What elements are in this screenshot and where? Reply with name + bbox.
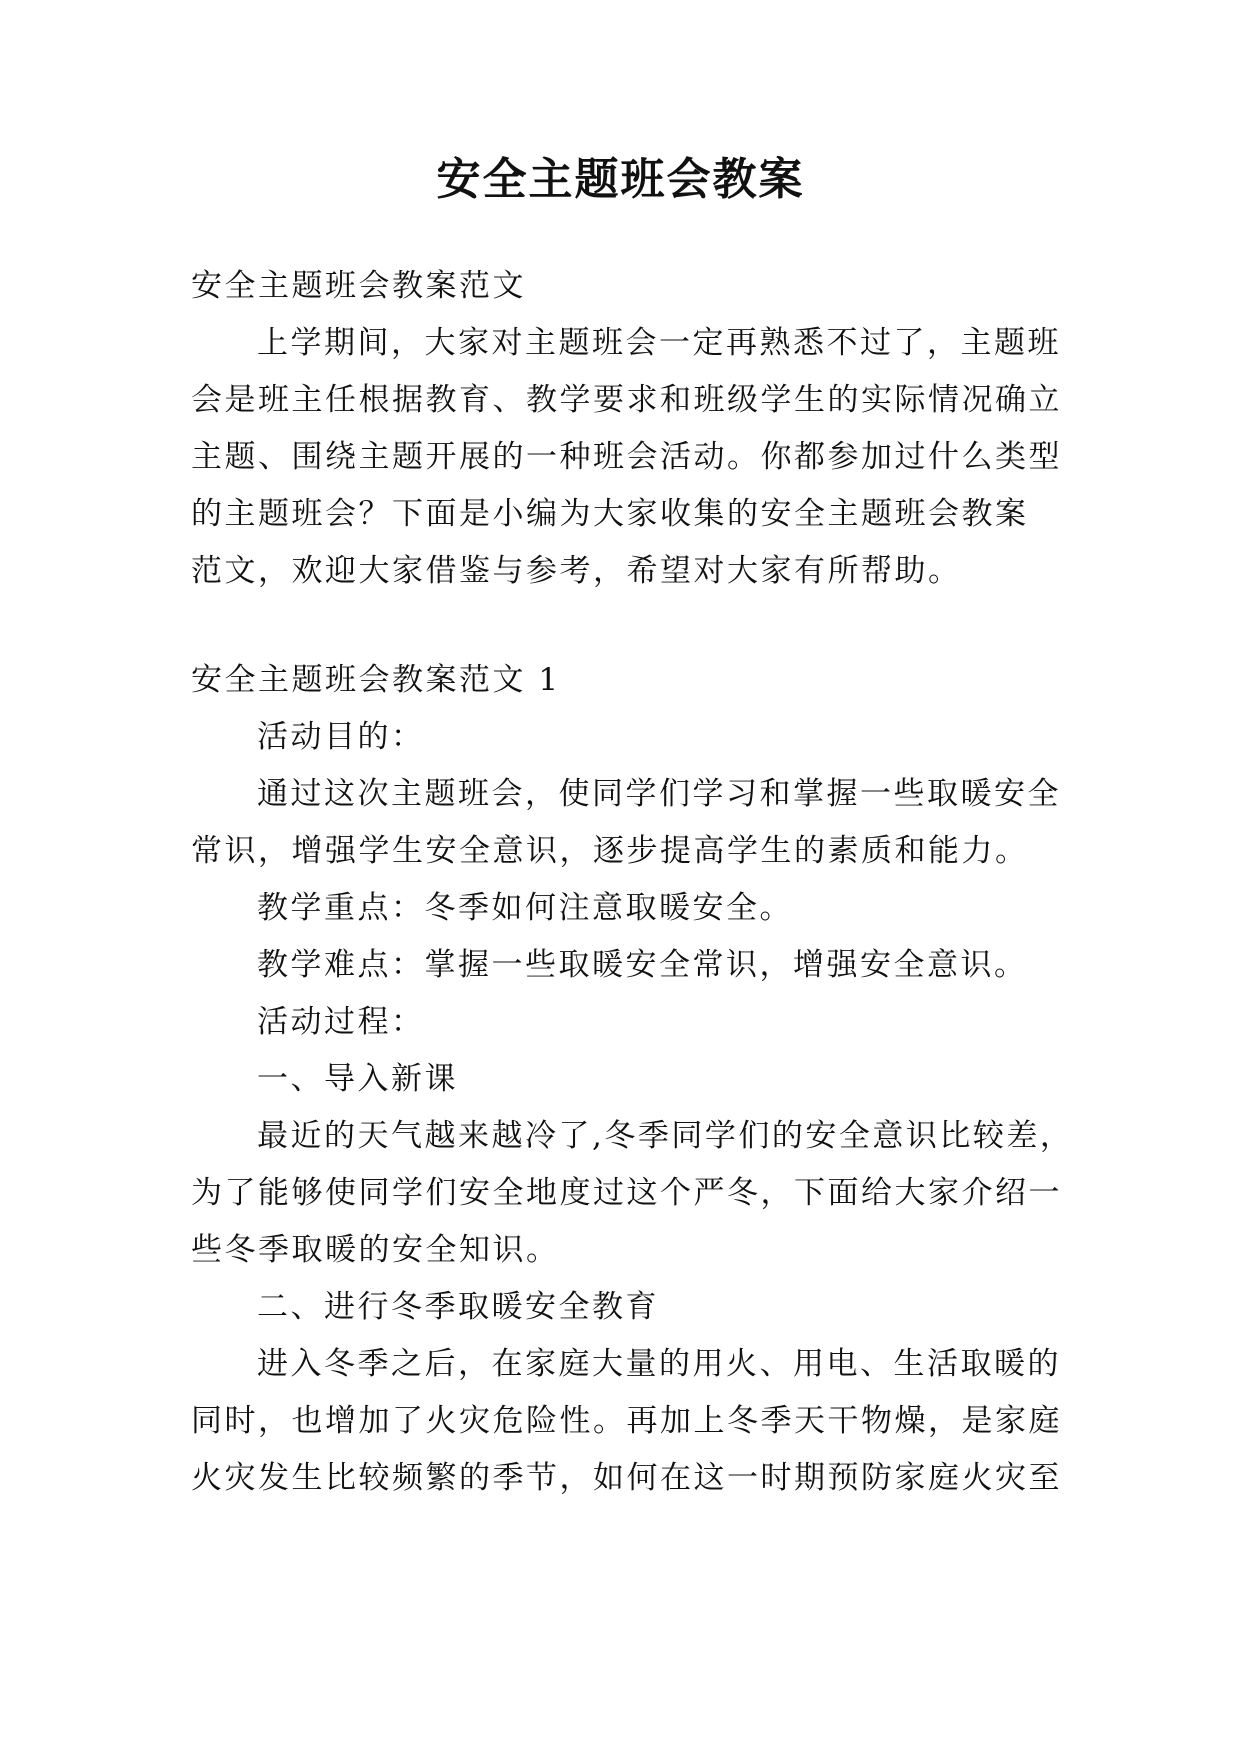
paragraph-line: 的主题班会？下面是小编为大家收集的安全主题班会教案 bbox=[191, 496, 1029, 532]
paragraph-line: 最近的天气越来越冷了,冬季同学们的安全意识比较差， bbox=[257, 1118, 1074, 1154]
section-heading-intro: 安全主题班会教案范文 bbox=[191, 268, 526, 304]
section-heading-sample-1: 安全主题班会教案范文 1 bbox=[191, 662, 561, 698]
paragraph-line: 教学难点：掌握一些取暖安全常识，增强安全意识。 bbox=[257, 947, 1028, 983]
paragraph-line: 进入冬季之后，在家庭大量的用火、用电、生活取暖的 bbox=[257, 1346, 1061, 1382]
paragraph-line: 常识，增强学生安全意识，逐步提高学生的素质和能力。 bbox=[191, 833, 1029, 869]
paragraph-line: 二、进行冬季取暖安全教育 bbox=[257, 1289, 659, 1325]
paragraph-line: 上学期间，大家对主题班会一定再熟悉不过了，主题班 bbox=[257, 325, 1061, 361]
paragraph-line: 会是班主任根据教育、教学要求和班级学生的实际情况确立 bbox=[191, 382, 1062, 418]
paragraph-line: 通过这次主题班会，使同学们学习和掌握一些取暖安全 bbox=[257, 776, 1061, 812]
paragraph-line: 主题、围绕主题开展的一种班会活动。你都参加过什么类型 bbox=[191, 439, 1062, 475]
paragraph-line: 教学重点：冬季如何注意取暖安全。 bbox=[257, 890, 793, 926]
paragraph-line: 一、导入新课 bbox=[257, 1061, 458, 1097]
paragraph-line: 同时，也增加了火灾危险性。再加上冬季天干物燥，是家庭 bbox=[191, 1403, 1062, 1439]
paragraph-line: 火灾发生比较频繁的季节，如何在这一时期预防家庭火灾至 bbox=[191, 1460, 1062, 1496]
paragraph-line: 些冬季取暖的安全知识。 bbox=[191, 1232, 560, 1268]
paragraph-line: 活动目的： bbox=[257, 719, 425, 755]
paragraph-line: 范文，欢迎大家借鉴与参考，希望对大家有所帮助。 bbox=[191, 553, 962, 589]
paragraph-line: 活动过程： bbox=[257, 1004, 425, 1040]
document-title: 安全主题班会教案 bbox=[436, 154, 805, 205]
paragraph-line: 为了能够使同学们安全地度过这个严冬，下面给大家介绍一 bbox=[191, 1175, 1062, 1211]
